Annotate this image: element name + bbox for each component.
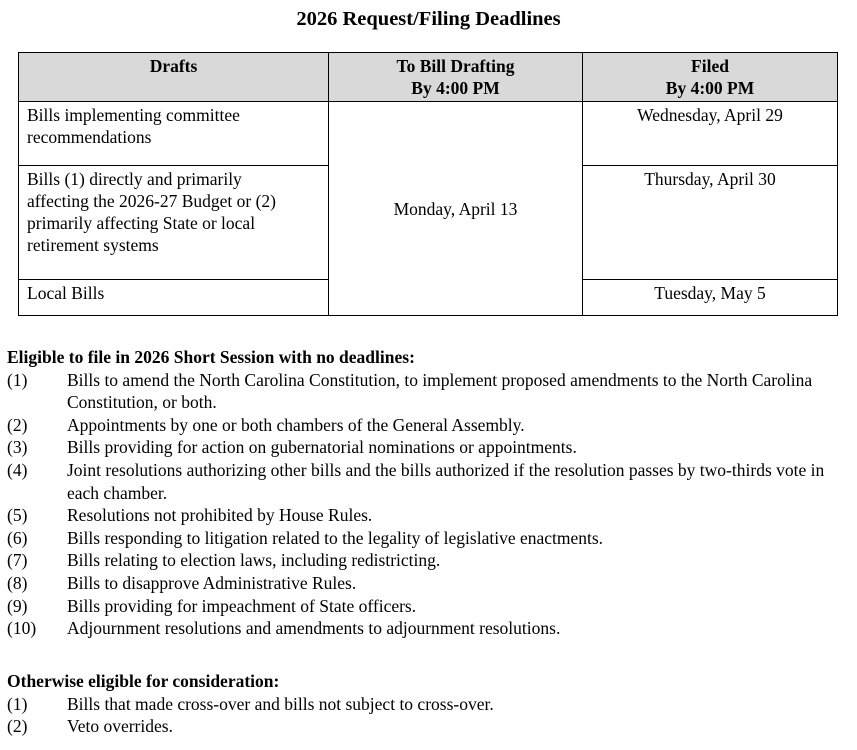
table-row <box>19 102 838 166</box>
to-bill-drafting-date: Monday, April 13 <box>329 102 583 316</box>
draft-cell: Bills implementing committee recommendations <box>19 102 329 166</box>
list-item: (2) Veto overrides. <box>7 716 173 737</box>
eligible-no-deadlines-section <box>7 346 852 640</box>
otherwise-eligible-section <box>7 670 852 738</box>
filed-date: Thursday, April 30 <box>583 166 838 280</box>
list-item: (9) Bills providing for impeachment of State officers. <box>7 595 417 616</box>
filed-date: Tuesday, May 5 <box>583 280 838 316</box>
filed-date: Wednesday, April 29 <box>583 102 838 166</box>
list-item: (1) Bills to amend the North Carolina Constitution, to implement proposed amendments to the North Carolina Constitution, or both. <box>7 369 813 413</box>
table-header-row <box>19 53 838 102</box>
draft-cell: Local Bills <box>19 280 329 316</box>
header-to-bill-drafting: To Bill Drafting By 4:00 PM <box>329 53 583 102</box>
list-item: (10) Adjournment resolutions and amendments to adjournment resolutions. <box>7 618 561 639</box>
list-item: (8) Bills to disapprove Administrative Rules. <box>7 572 357 593</box>
deadlines-table <box>18 52 838 316</box>
list-item: (5) Resolutions not prohibited by House Rules. <box>7 505 373 526</box>
header-filed: Filed By 4:00 PM <box>583 53 838 102</box>
list-item: (7) Bills relating to election laws, including redistricting. <box>7 550 441 571</box>
section-heading: Eligible to file in 2026 Short Session with no deadlines: <box>7 347 415 367</box>
section-heading: Otherwise eligible for consideration: <box>7 671 280 691</box>
list-item: (3) Bills providing for action on gubernatorial nominations or appointments. <box>7 437 577 458</box>
header-drafts: Drafts <box>19 53 329 102</box>
list-item: (6) Bills responding to litigation related to the legality of legislative enactments. <box>7 527 604 548</box>
page-title: 2026 Request/Filing Deadlines <box>296 8 561 30</box>
list-item: (1) Bills that made cross-over and bills not subject to cross-over. <box>7 693 494 714</box>
list-item: (4) Joint resolutions authorizing other bills and the bills authorized if the resolution passes by two-thirds vote in each chamber. <box>7 459 825 503</box>
draft-cell: Bills (1) directly and primarily affecting the 2026-27 Budget or (2) primarily affecting State or local retirement systems <box>19 166 329 280</box>
list-item: (2) Appointments by one or both chambers of the General Assembly. <box>7 414 525 435</box>
